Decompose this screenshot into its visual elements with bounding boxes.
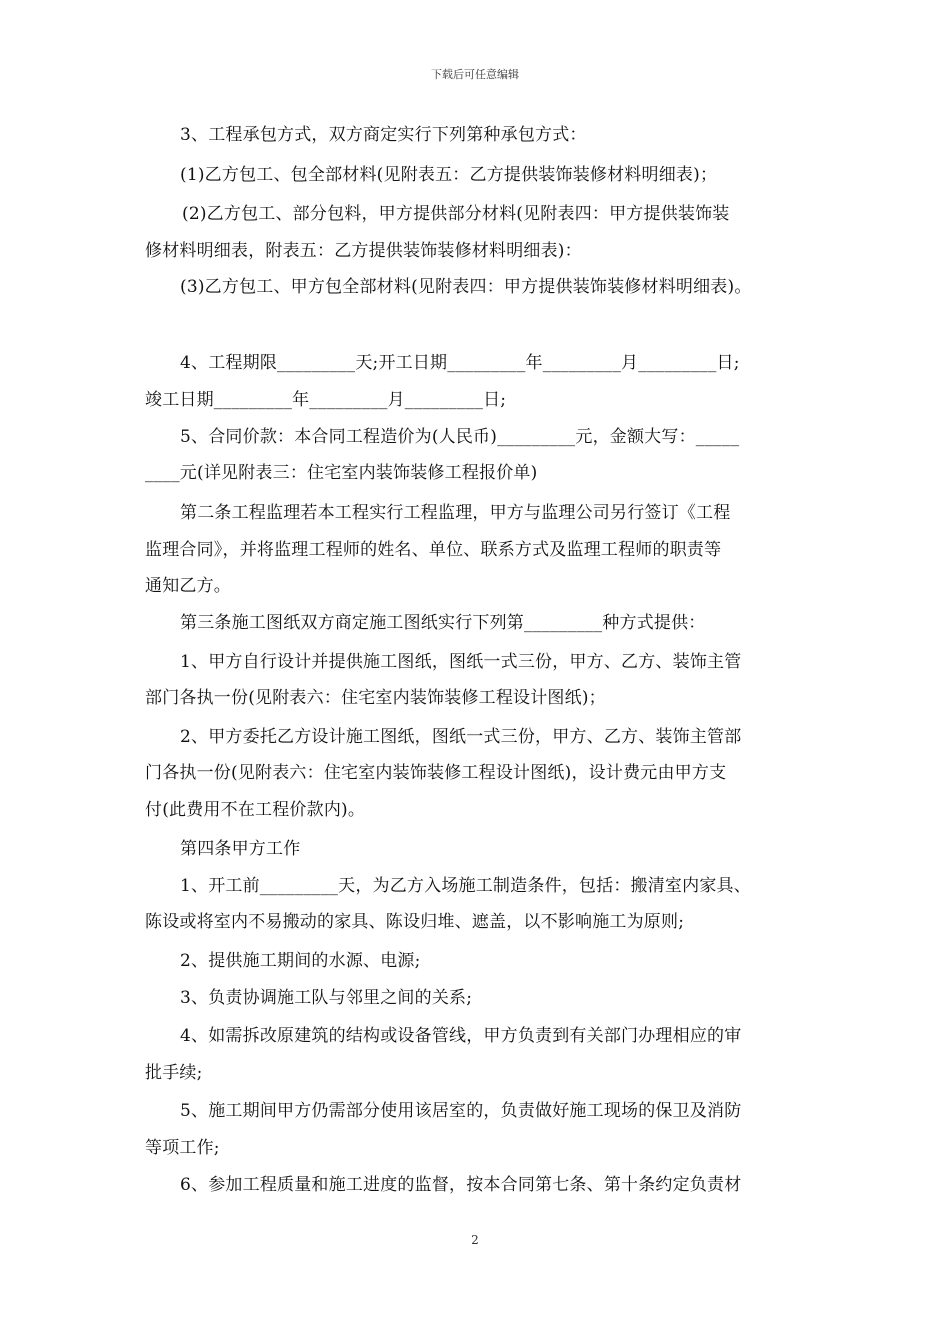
text-line: ____元(详见附表三：住宅室内装饰装修工程报价单) <box>145 463 538 483</box>
text-line: 3、工程承包方式，双方商定实行下列第种承包方式： <box>180 125 587 145</box>
text-line: 等项工作; <box>145 1138 220 1158</box>
text-line: 陈设或将室内不易搬动的家具、陈设归堆、遮盖，以不影响施工为原则; <box>145 912 685 932</box>
text-line: 第四条甲方工作 <box>180 839 301 859</box>
text-line: 批手续; <box>145 1063 203 1083</box>
text-line: 门各执一份(见附表六：住宅室内装饰装修工程设计图纸)，设计费元由甲方支 <box>145 763 727 783</box>
text-line: 监理合同》，并将监理工程师的姓名、单位、联系方式及监理工程师的职责等 <box>145 540 722 560</box>
text-line: 4、工程期限_________天;开工日期_________年_________月_________日; <box>180 353 740 373</box>
text-line: 3、负责协调施工队与邻里之间的关系; <box>180 988 473 1008</box>
text-line: 5、施工期间甲方仍需部分使用该居室的，负责做好施工现场的保卫及消防 <box>180 1101 742 1121</box>
text-line: 第三条施工图纸双方商定施工图纸实行下列第_________种方式提供： <box>180 613 706 633</box>
text-line: 竣工日期_________年_________月_________日; <box>145 390 507 410</box>
text-line: 6、参加工程质量和施工进度的监督，按本合同第七条、第十条约定负责材 <box>180 1175 742 1195</box>
text-line: 付(此费用不在工程价款内)。 <box>145 800 366 820</box>
text-line: 部门各执一份(见附表六：住宅室内装饰装修工程设计图纸)； <box>145 688 606 708</box>
text-line: 5、合同价款：本合同工程造价为(人民币)_________元，金额大写：_____ <box>180 427 740 447</box>
text-line: (1)乙方包工、包全部材料(见附表五：乙方提供装饰装修材料明细表)； <box>180 165 718 185</box>
text-line: 通知乙方。 <box>145 576 231 596</box>
text-line: 第二条工程监理若本工程实行工程监理，甲方与监理公司另行签订《工程 <box>180 503 731 523</box>
page-header-note: 下载后可任意编辑 <box>431 68 519 81</box>
text-line: (3)乙方包工、甲方包全部材料(见附表四：甲方提供装饰装修材料明细表)。 <box>180 277 752 297</box>
page-number: 2 <box>471 1233 479 1247</box>
text-line: 4、如需拆改原建筑的结构或设备管线，甲方负责到有关部门办理相应的审 <box>180 1026 742 1046</box>
text-line: 2、甲方委托乙方设计施工图纸，图纸一式三份，甲方、乙方、装饰主管部 <box>180 727 742 747</box>
text-line: (2)乙方包工、部分包料，甲方提供部分材料(见附表四：甲方提供装饰装 <box>182 204 730 224</box>
text-line: 2、提供施工期间的水源、电源; <box>180 951 421 971</box>
text-line: 1、甲方自行设计并提供施工图纸，图纸一式三份，甲方、乙方、装饰主管 <box>180 652 742 672</box>
text-line: 1、开工前_________天，为乙方入场施工制造条件，包括：搬清室内家具、 <box>180 876 751 896</box>
text-line: 修材料明细表，附表五：乙方提供装饰装修材料明细表)： <box>145 241 582 261</box>
